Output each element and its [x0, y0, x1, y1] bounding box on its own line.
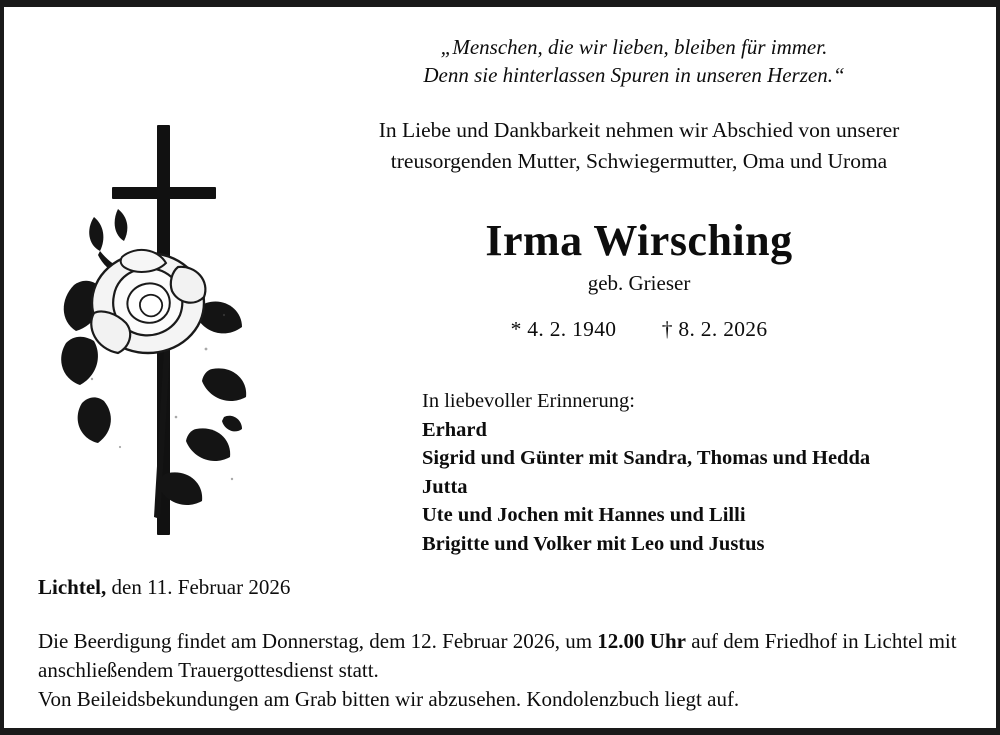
funeral-time: 12.00 Uhr [597, 629, 686, 653]
family-list [422, 387, 982, 558]
intro-line-1: In Liebe und Dankbarkeit nehmen wir Abschied von unserer [378, 118, 900, 142]
funeral-text-part-1: Die Beerdigung findet am Donnerstag, dem 12. Februar 2026, um [38, 629, 598, 653]
intro-text [304, 115, 974, 177]
funeral-details [38, 627, 968, 714]
list-item: Sigrid und Günter mit Sandra, Thomas und Hedda [422, 447, 871, 469]
birth-date: * 4. 2. 1940 [510, 317, 617, 341]
quote-line-2: Denn sie hinterlassen Spuren in unseren Herzen.“ [423, 63, 845, 87]
deceased-name: Irma Wirsching [485, 216, 793, 265]
list-item: Jutta [422, 475, 468, 498]
memorial-quote [304, 33, 964, 89]
funeral-text-part-2: auf dem Friedhof in Lichtel mit anschließendem Trauergottesdienst statt. [38, 629, 957, 682]
place-and-date [38, 575, 290, 600]
list-item: Ute und Jochen mit Hannes und Lilli [422, 504, 746, 526]
deceased-dates [304, 317, 974, 342]
list-item: Erhard [422, 418, 487, 441]
quote-line-1: „Menschen, die wir lieben, bleiben für immer. [440, 35, 828, 59]
condolence-note: Von Beileidsbekundungen am Grab bitten wir abzusehen. Kondolenzbuch liegt auf. [38, 687, 740, 711]
list-item: Brigitte und Volker mit Leo und Justus [422, 532, 765, 555]
notice-date: den 11. Februar 2026 [106, 575, 291, 599]
intro-line-2: treusorgenden Mutter, Schwiegermutter, Oma und Uroma [390, 149, 888, 173]
deceased-maiden-name: geb. Grieser [587, 271, 691, 295]
deceased-block [304, 215, 974, 342]
death-date: † 8. 2. 2026 [661, 317, 768, 341]
cross-with-rose-icon [56, 117, 286, 557]
place-name: Lichtel, [38, 575, 107, 599]
family-heading: In liebevoller Erinnerung: [422, 390, 635, 412]
